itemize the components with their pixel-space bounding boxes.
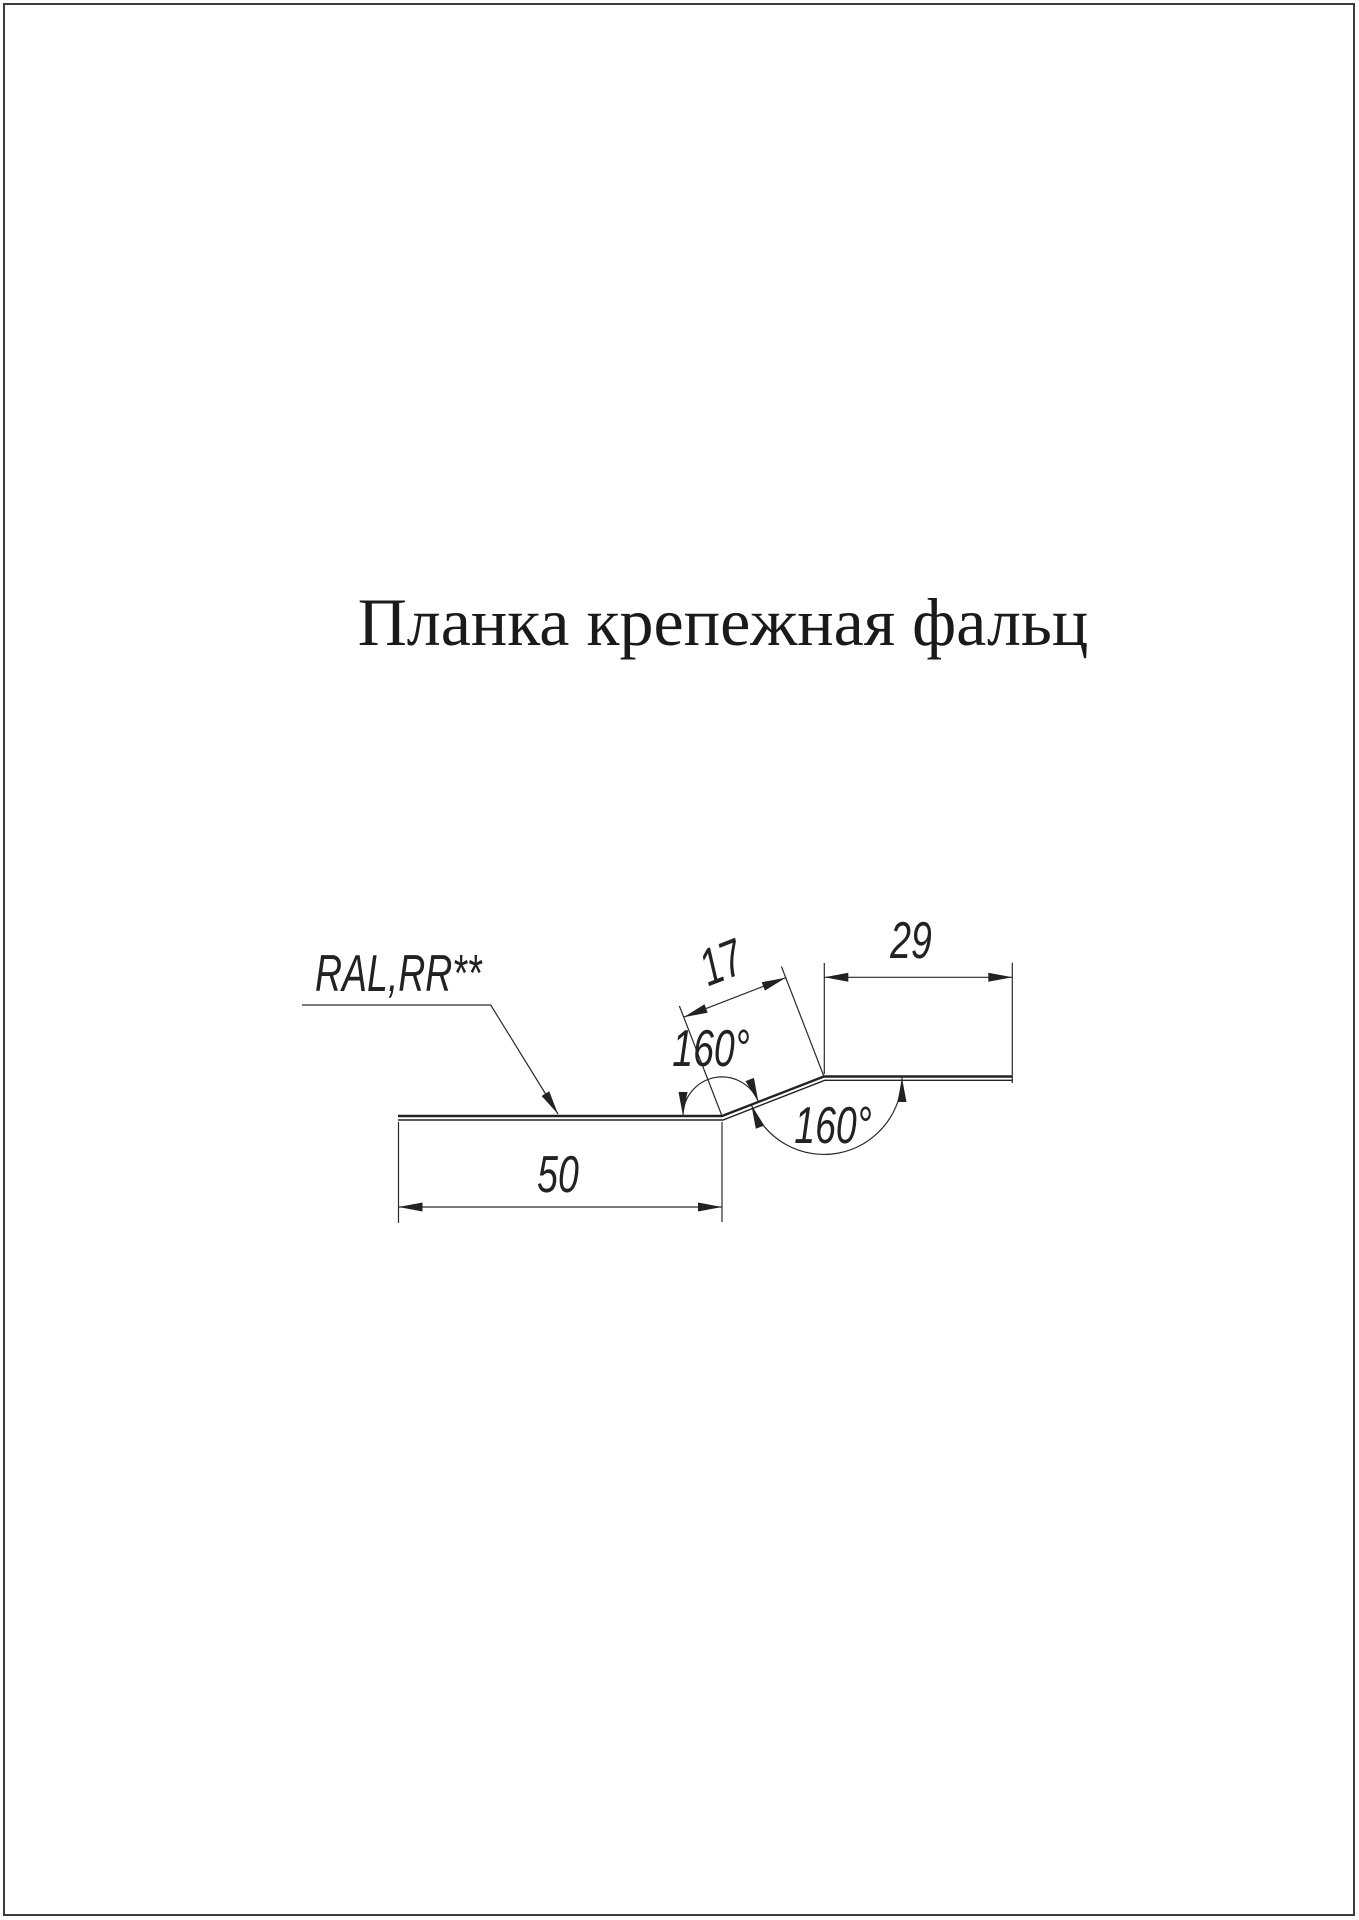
dim-text-29: 29 bbox=[890, 910, 932, 970]
material-leader-arrow bbox=[542, 1091, 558, 1114]
angle-dimension-upper bbox=[672, 1019, 758, 1116]
profile-bottom-line bbox=[398, 1080, 1012, 1120]
dimension-50 bbox=[399, 1122, 723, 1223]
arrow-29-right bbox=[988, 973, 1012, 982]
profile-top-line bbox=[398, 1077, 1012, 1117]
arrow-50-right bbox=[698, 1203, 722, 1212]
extension-line-17-right bbox=[781, 967, 824, 1077]
arrow-50-left bbox=[399, 1203, 423, 1212]
angle-text-upper: 160° bbox=[672, 1018, 750, 1078]
arrow-arc-lower-left bbox=[751, 1105, 764, 1129]
dim-text-50: 50 bbox=[537, 1144, 579, 1204]
material-label: RAL,RR** bbox=[315, 943, 482, 1003]
arrow-arc-lower-right bbox=[898, 1078, 907, 1102]
dimension-29 bbox=[824, 911, 1012, 1083]
arrow-arc-upper-left bbox=[679, 1092, 688, 1116]
angle-dimension-lower bbox=[751, 1077, 906, 1155]
drawing-title: Планка крепежная фальц bbox=[357, 584, 1089, 660]
angle-text-lower: 160° bbox=[794, 1095, 872, 1155]
profile-outline bbox=[398, 1077, 1012, 1121]
arrow-29-left bbox=[824, 973, 848, 982]
arrow-17-right bbox=[762, 978, 786, 991]
arrow-arc-upper-right bbox=[746, 1078, 759, 1102]
material-callout bbox=[302, 944, 558, 1114]
dim-text-17: 17 bbox=[691, 927, 752, 998]
material-leader-line bbox=[302, 1005, 558, 1114]
arrow-17-left bbox=[684, 1004, 708, 1017]
